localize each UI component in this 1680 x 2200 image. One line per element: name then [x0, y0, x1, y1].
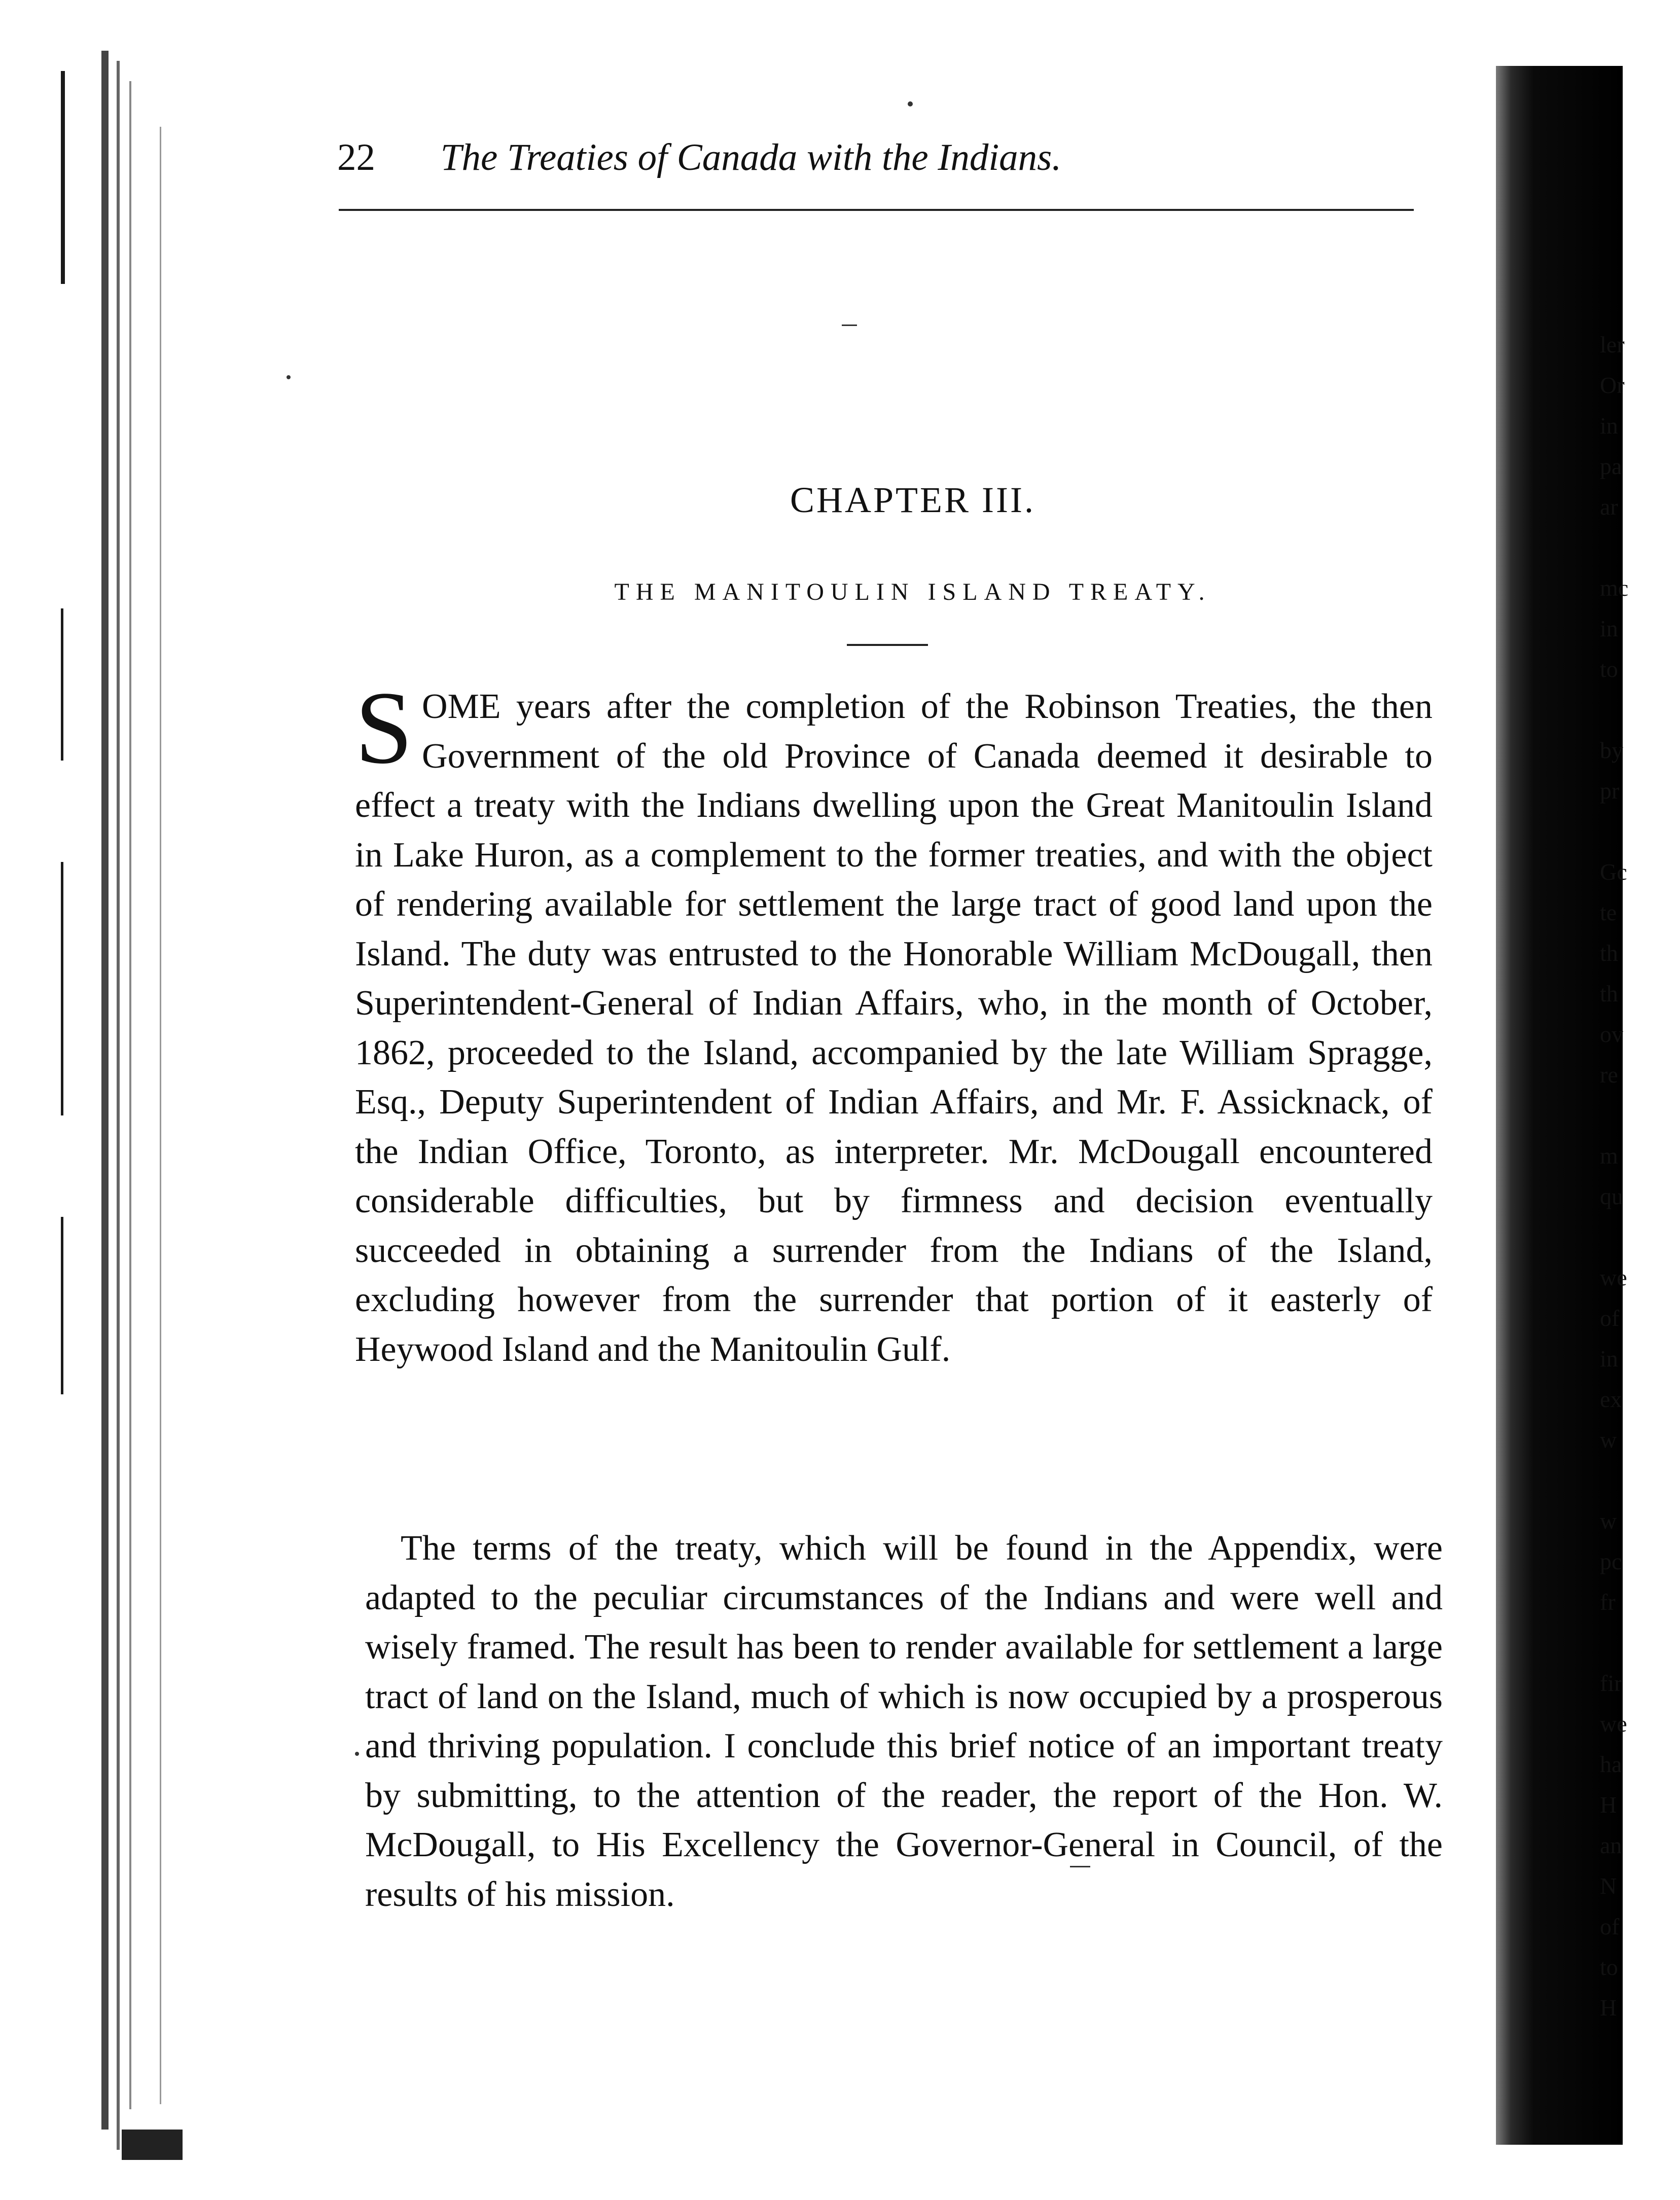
- ink-speck: [842, 324, 857, 326]
- facing-fragment: w: [1600, 1427, 1617, 1453]
- facing-fragment: te: [1600, 899, 1617, 925]
- facing-fragment: pc: [1600, 1548, 1622, 1574]
- facing-fragment: N: [1600, 1873, 1617, 1899]
- chapter-title: THE MANITOULIN ISLAND TREATY.: [614, 579, 1211, 605]
- facing-fragment: in: [1600, 616, 1618, 641]
- ink-speck: [287, 375, 291, 379]
- facing-fragment: ar: [1600, 494, 1618, 520]
- facing-fragment: we: [1600, 1711, 1627, 1737]
- facing-fragment: [1600, 811, 1680, 852]
- facing-fragment: [1600, 527, 1680, 568]
- facing-fragment: [1600, 690, 1680, 730]
- ink-speck: [1070, 1866, 1090, 1867]
- facing-fragment: ha: [1600, 1751, 1622, 1777]
- facing-fragment: of: [1600, 1305, 1620, 1331]
- facing-fragment: fr: [1600, 1589, 1616, 1615]
- facing-fragment: mc: [1600, 575, 1629, 601]
- facing-fragment: H: [1600, 1995, 1617, 2021]
- page-number: 22: [337, 136, 375, 178]
- facing-fragment: in: [1600, 1346, 1618, 1372]
- facing-fragment: pr: [1600, 778, 1620, 804]
- facing-fragment: qu: [1600, 1183, 1623, 1209]
- facing-fragment: pa: [1600, 453, 1622, 479]
- section-rule: [847, 644, 928, 646]
- running-head: [337, 136, 1417, 179]
- facing-page-text: [1600, 324, 1680, 2028]
- facing-fragment: fir: [1600, 1670, 1622, 1696]
- ink-speck: [355, 1752, 359, 1756]
- facing-fragment: ov: [1600, 1021, 1623, 1047]
- facing-fragment: we: [1600, 1265, 1627, 1290]
- facing-fragment: m: [1600, 1143, 1618, 1169]
- facing-fragment: ler: [1600, 332, 1625, 357]
- chapter-number: CHAPTER III.: [790, 480, 1035, 520]
- facing-fragment: Or: [1600, 372, 1625, 398]
- facing-fragment: [1600, 1217, 1680, 1257]
- facing-fragment: by: [1600, 737, 1623, 763]
- facing-fragment: w: [1600, 1508, 1617, 1534]
- facing-fragment: th: [1600, 940, 1618, 966]
- facing-fragment: [1600, 1622, 1680, 1663]
- facing-fragment: in: [1600, 413, 1618, 439]
- facing-fragment: H: [1600, 1792, 1617, 1818]
- paragraph-1: [355, 670, 1433, 1374]
- facing-fragment: th: [1600, 981, 1618, 1006]
- paragraph-2: The terms of the treaty, which will be found in the Appendix, were adapted to the peculiar circumstances of the Indians and were well and wisely framed. The result has been to render available for settlement a large tract of land on the Island, much of which is now occupied by a prosperous and thriving population. I conclude this brief notice of an important treaty by submitting, to the attention of the reader, the report of the Hon. W. McDougall, to His Excellency the Governor-General in Council, of the results of his mission.: [365, 1529, 1443, 1914]
- facing-fragment: to: [1600, 656, 1618, 682]
- facing-fragment: an: [1600, 1832, 1622, 1858]
- facing-fragment: ex: [1600, 1386, 1622, 1412]
- header-rule: [339, 209, 1414, 211]
- facing-fragment: to: [1600, 1954, 1618, 1980]
- binding-gutter: [46, 51, 198, 2170]
- facing-fragment: of: [1600, 1914, 1620, 1939]
- facing-fragment: [1600, 1095, 1680, 1136]
- facing-fragment: [1600, 1460, 1680, 1501]
- facing-fragment: Gc: [1600, 859, 1627, 885]
- ink-speck: [908, 101, 913, 106]
- running-title: The Treaties of Canada with the Indians.: [440, 136, 1062, 178]
- drop-cap: S: [355, 670, 413, 785]
- facing-fragment: re: [1600, 1062, 1618, 1088]
- paragraph-1-text: OME years after the completion of the Robinson Treaties, the then Government of the old Province of Canada deemed it desirable to effect a treaty with the Indians dwelling upon the Great Manitoulin Island in Lake Huron, as a complement to the former treaties, and with the object of rendering available for settlement the large tract of good land upon the Island. The duty was entrusted to the Honorable William McDougall, then Superintendent-General of Indian Affairs, who, in the month of October, 1862, proceeded to the Island, accompanied by the late William Spragge, Esq., Deputy Superintendent of Indian Affairs, and Mr. F. Assicknack, of the Indian Office, Toronto, as interpreter. Mr. McDougall encountered considerable difficulties, but by firmness and decision eventually succeeded in obtaining a surrender from the Indians of the Island, excluding however from the surrender that portion of it easterly of Heywood Island and the Manitoulin Gulf.: [355, 687, 1433, 1369]
